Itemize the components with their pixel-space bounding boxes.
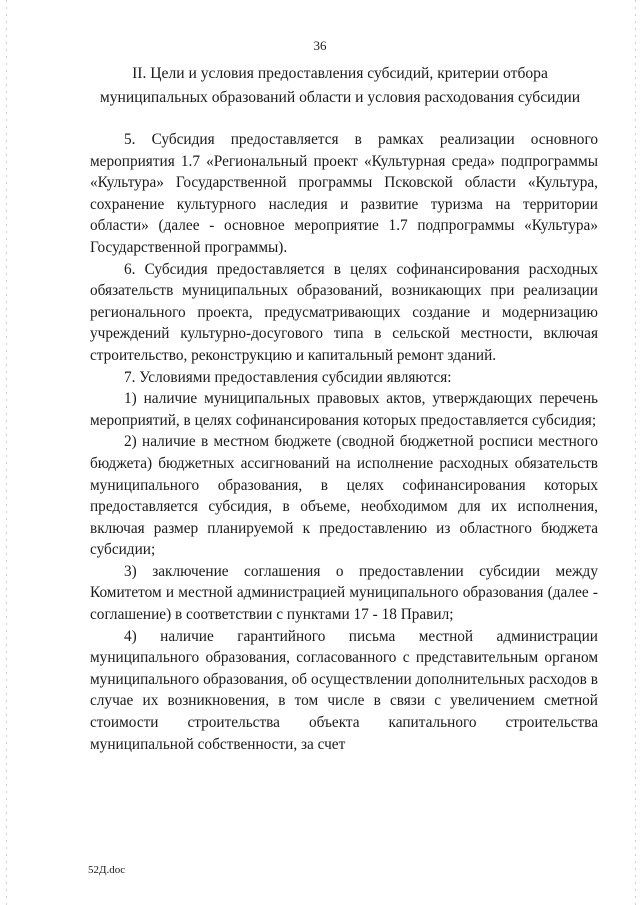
section-heading-line-1: II. Цели и условия предоставления субсидий, критерии отбора [132, 65, 548, 82]
scan-edge-right [635, 0, 636, 905]
document-body [90, 129, 598, 755]
section-heading [70, 62, 610, 110]
page-number: 36 [313, 38, 327, 53]
condition-item-1: 1) наличие муниципальных правовых актов, утверждающих перечень мероприятий, в целях софинансирования которых предоставляется субсидия; [90, 390, 598, 429]
condition-item-4: 4) наличие гарантийного письма местной администрации муниципального образования, согласованного с представительным органом муниципального образования, об осуществлении дополнительных расходов в случае их возникновения, в том числе в связи с увеличением сметной стоимости строительства объекта капитального строительства муниципальной собственности, за счет [90, 627, 598, 753]
condition-item-3: 3) заключение соглашения о предоставлении субсидии между Комитетом и местной администрацией муниципального образования (далее - соглашение) в соответствии с пунктами 17 - 18 Правил; [90, 562, 598, 624]
condition-item-2: 2) наличие в местном бюджете (сводной бюджетной росписи местного бюджета) бюджетных ассигнований на исполнение расходных обязательств муниципального образования, в целях софинансирования которых предоставляется субсидия, в объеме, необходимом для их исполнения, включая размер планируемой к предоставлению из областного бюджета субсидии; [90, 433, 598, 559]
paragraph-6: 6. Субсидия предоставляется в целях софинансирования расходных обязательств муниципальных образований, возникающих при реализации регионального проекта, предусматривающих создание и модернизацию учреждений культурно-досугового типа в сельской местности, включая строительство, реконструкцию и капитальный ремонт зданий. [90, 260, 598, 364]
scan-edge-left [6, 0, 7, 905]
paragraph-5: 5. Субсидия предоставляется в рамках реализации основного мероприятия 1.7 «Региональный проект «Культурная среда» подпрограммы «Культура» Государственной программы Псковской области «Культура, сохранение культурного наследия и развитие туризма на территории области» (далее - основное мероприятие 1.7 подпрограммы «Культура» Государственной программы). [90, 131, 598, 256]
file-name-footer: 52Д.doc [88, 864, 126, 876]
section-heading-line-2: муниципальных образований области и условия расходования субсидии [99, 89, 581, 106]
paragraph-7: 7. Условиями предоставления субсидии являются: [124, 368, 452, 386]
